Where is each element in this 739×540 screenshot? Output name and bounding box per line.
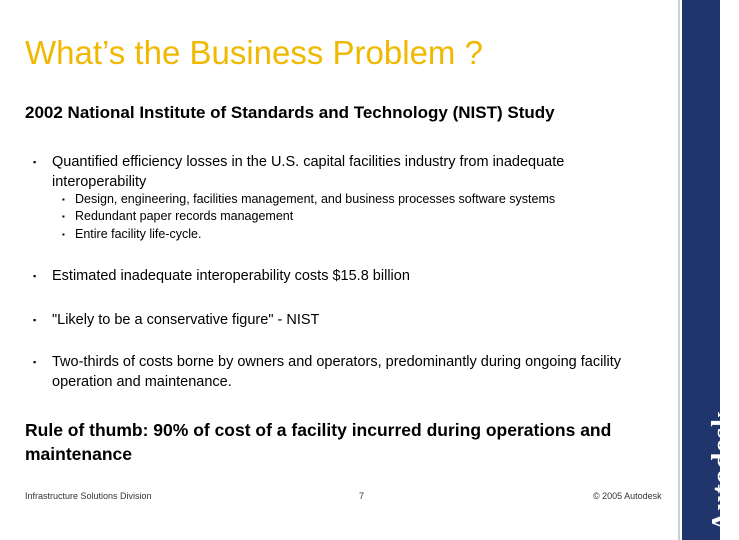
sub-bullet-marker-icon: ▪ — [62, 230, 65, 239]
sub-bullet-marker-icon: ▪ — [62, 212, 65, 221]
slide-title: What’s the Business Problem ? — [25, 34, 483, 71]
footer-division: Infrastructure Solutions Division — [25, 491, 152, 501]
bullet-text: Two-thirds of costs borne by owners and operators, predominantly during ongoing facility operation and maintenance. — [52, 354, 622, 390]
sub-bullet-text: Design, engineering, facilities management, and business processes software systems — [75, 192, 556, 206]
sub-bullet-text: Redundant paper records management — [75, 209, 294, 223]
bullet-marker-icon: ▪ — [33, 271, 37, 281]
sub-bullet-text: Entire facility life-cycle. — [75, 227, 202, 241]
bullet-text: Estimated inadequate interoperability costs $15.8 billion — [52, 268, 410, 284]
sub-bullet-marker-icon: ▪ — [62, 195, 65, 204]
bullet-marker-icon: ▪ — [33, 357, 37, 367]
sidebar-divider — [678, 0, 680, 540]
bullet-text: "Likely to be a conservative figure" - NIST — [52, 312, 320, 328]
footer-page-number: 7 — [359, 491, 365, 501]
bullet-marker-icon: ▪ — [33, 157, 37, 167]
footer-copyright: © 2005 Autodesk — [593, 491, 662, 501]
autodesk-logo: Autodesk — [706, 410, 738, 532]
slide-subtitle: 2002 National Institute of Standards and Technology (NIST) Study — [25, 103, 555, 122]
bullet-text: Quantified efficiency losses in the U.S. capital facilities industry from inadequate interoperability — [52, 154, 565, 190]
bullet-marker-icon: ▪ — [33, 315, 37, 325]
rule-of-thumb: Rule of thumb: 90% of cost of a facility incurred during operations and maintenance — [25, 420, 612, 464]
